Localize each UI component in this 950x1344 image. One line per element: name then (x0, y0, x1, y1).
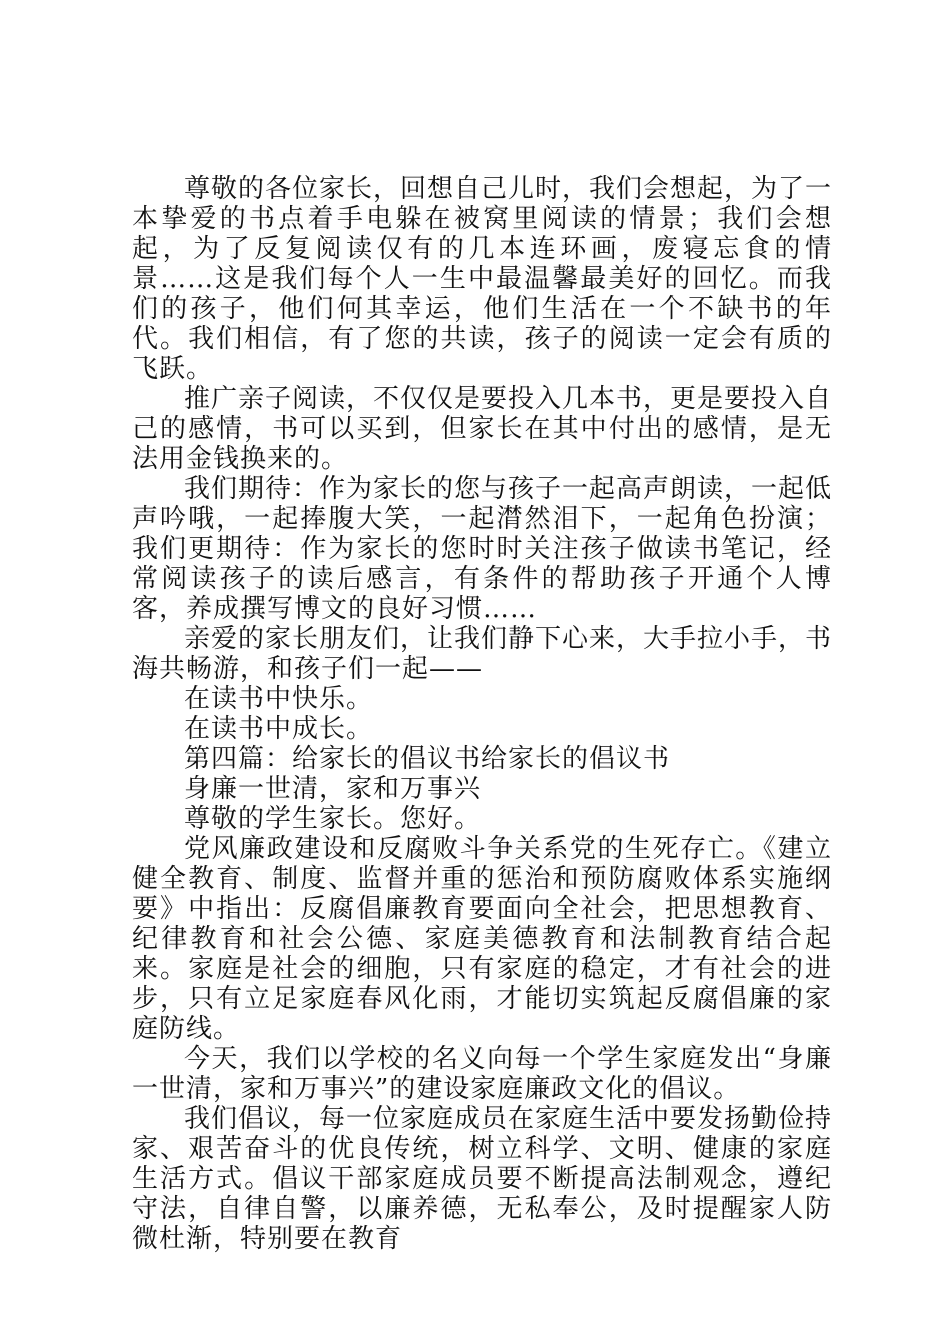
paragraph-grow-reading: 在读书中成长。 (184, 714, 374, 744)
document-body (132, 174, 832, 1254)
paragraph-invitation: 亲爱的家长朋友们，让我们静下心来，大手拉小手，书海共畅游，和孩子们一起—— (132, 624, 833, 684)
paragraph-happy-reading: 在读书中快乐。 (184, 684, 374, 714)
paragraph-reading-memories: 尊敬的各位家长，回想自己儿时，我们会想起，为了一本挚爱的书点着手电躲在被窝里阅读的情景；我们会想起，为了反复阅读仅有的几本连环画，废寝忘食的情景……这是我们每个人一生中最温馨最美好的回忆。而我们的孩子，他们何其幸运，他们生活在一个不缺书的年代。我们相信，有了您的共读，孩子的阅读一定会有质的飞跃。 (132, 174, 833, 384)
paragraph-parent-child-reading: 推广亲子阅读，不仅仅是要投入几本书，更是要投入自己的感情，书可以买到，但家长在其中付出的感情，是无法用金钱换来的。 (132, 384, 833, 474)
section-heading: 第四篇：给家长的倡议书给家长的倡议书 (184, 744, 671, 774)
paragraph-expectations: 我们期待：作为家长的您与孩子一起高声朗读，一起低声吟哦，一起捧腹大笑，一起潸然泪下，一起角色扮演；我们更期待：作为家长的您时时关注孩子做读书笔记，经常阅读孩子的读后感言，有条件的帮助孩子开通个人博客，养成撰写博文的良好习惯…… (132, 474, 833, 624)
paragraph-anti-corruption: 党风廉政建设和反腐败斗争关系党的生死存亡。《建立健全教育、制度、监督并重的惩治和预防腐败体系实施纲要》中指出：反腐倡廉教育要面向全社会，把思想教育、纪律教育和社会公德、家庭美德教育和法制教育结合起来。家庭是社会的细胞，只有家庭的稳定，才有社会的进步，只有立足家庭春风化雨，才能切实筑起反腐倡廉的家庭防线。 (132, 834, 832, 1044)
paragraph-proposal: 我们倡议，每一位家庭成员在家庭生活中要发扬勤俭持家、艰苦奋斗的优良传统，树立科学、文明、健康的家庭生活方式。倡议干部家庭成员要不断提高法制观念，遵纪守法，自律自警，以廉养德，无私奉公，及时提醒家人防微杜渐，特别要在教育 (132, 1104, 833, 1254)
paragraph-initiative: 今天，我们以学校的名义向每一个学生家庭发出“身廉一世清，家和万事兴”的建设家庭廉政文化的倡议。 (132, 1044, 832, 1104)
section-subtitle: 身廉一世清，家和万事兴 (184, 774, 482, 804)
salutation: 尊敬的学生家长。您好。 (184, 804, 482, 834)
